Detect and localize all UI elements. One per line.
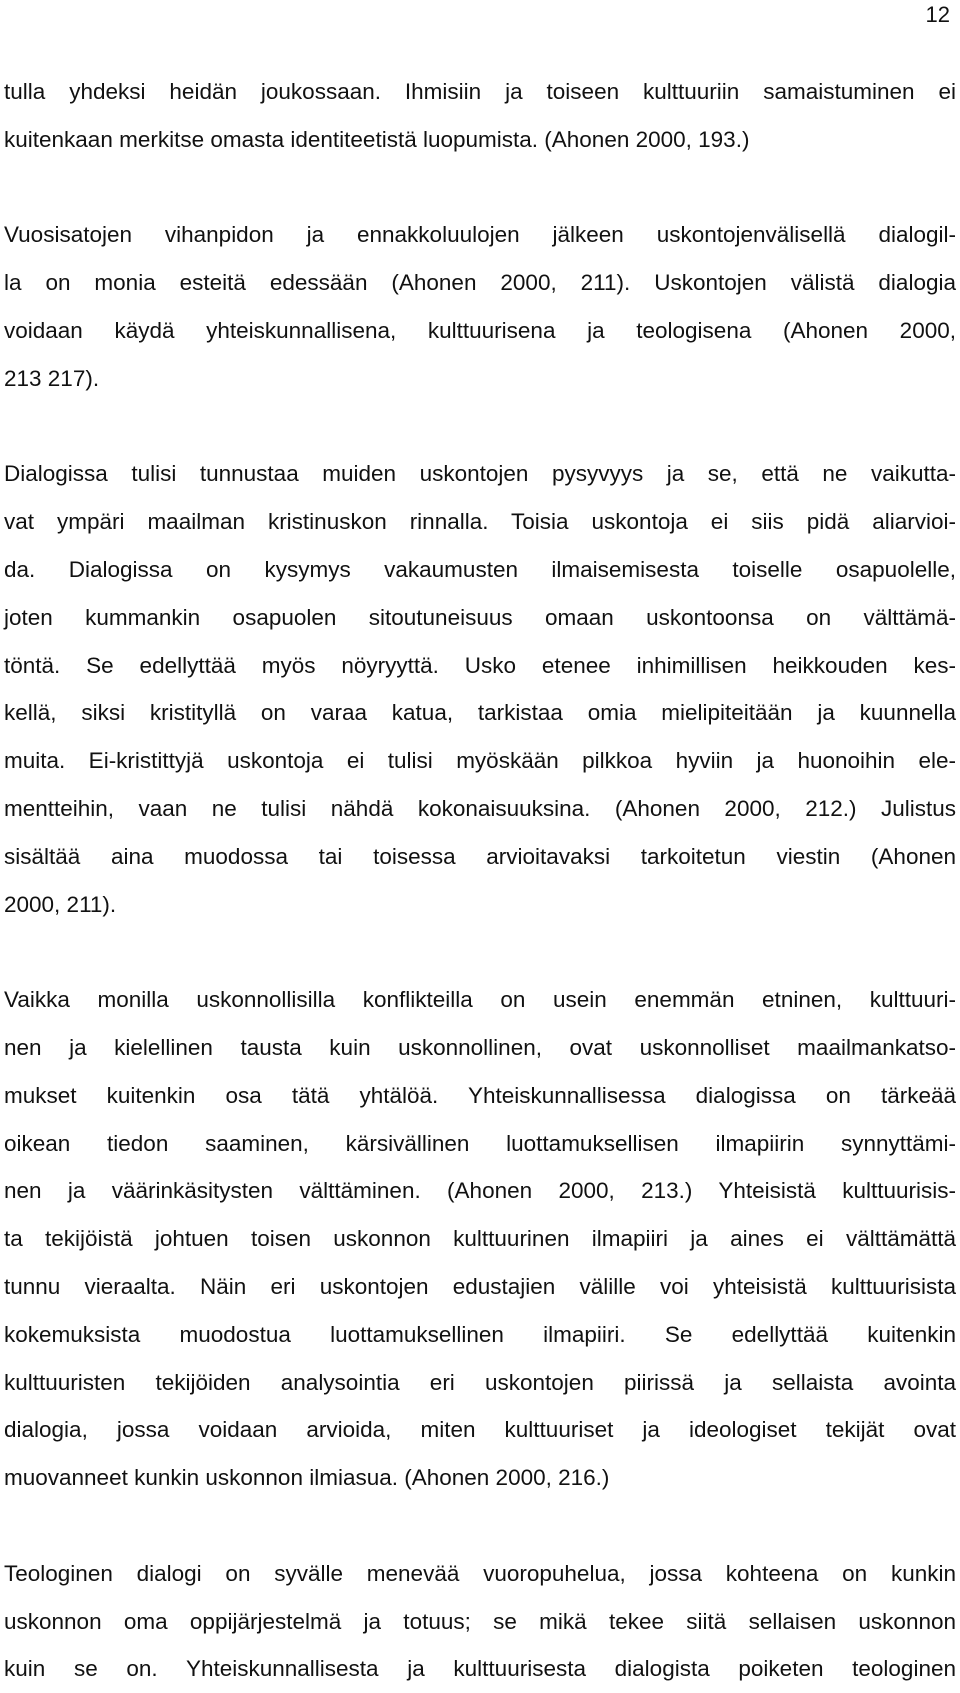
text-line: 2000, 211). (4, 891, 117, 917)
document-body (4, 68, 956, 1693)
text-line: töntä. Se edellyttää myös nöyryyttä. Usko etenee inhimillisen heikkouden kes- (4, 652, 956, 678)
text-line: voidaan käydä yhteiskunnallisena, kulttuurisena ja teologisena (Ahonen 2000, (4, 317, 956, 343)
text-line: sisältää aina muodossa tai toisessa arvioitavaksi tarkoitetun viestin (Ahonen (4, 843, 956, 869)
paragraph-gap (4, 164, 956, 212)
paragraph (4, 68, 956, 164)
text-line: mukset kuitenkin osa tätä yhtälöä. Yhteiskunnallisessa dialogissa on tärkeää (4, 1082, 956, 1108)
text-line: kuitenkaan merkitse omasta identiteetistä luopumista. (Ahonen 2000, 193.) (4, 126, 750, 152)
text-line: dialogia, jossa voidaan arvioida, miten kulttuuriset ja ideologiset tekijät ovat (4, 1417, 956, 1443)
page-number: 12 (925, 2, 950, 27)
text-line: muita. Ei-kristittyjä uskontoja ei tulisi myöskään pilkkoa hyviin ja huonoihin ele- (4, 748, 956, 774)
paragraph (4, 1550, 956, 1693)
text-line: Dialogissa tulisi tunnustaa muiden uskontojen pysyvyys ja se, että ne vaikutta- (4, 461, 956, 487)
text-line: da. Dialogissa on kysymys vakaumusten ilmaisemisesta toiselle osapuolelle, (4, 556, 956, 582)
text-line: kuin se on. Yhteiskunnallisesta ja kulttuurisesta dialogista poiketen teologinen (4, 1656, 956, 1682)
text-line: tulla yhdeksi heidän joukossaan. Ihmisiin ja toiseen kulttuuriin samaistuminen ei (4, 79, 956, 104)
text-line: tunnu vieraalta. Näin eri uskontojen edustajien välille voi yhteisistä kulttuurisista (4, 1273, 956, 1299)
paragraph (4, 211, 956, 402)
text-line: joten kummankin osapuolen sitoutuneisuus omaan uskontoonsa on välttämä- (4, 604, 956, 630)
text-line: kulttuuristen tekijöiden analysointia eri uskontojen piirissä ja sellaista avointa (4, 1369, 956, 1395)
text-line: vat ympäri maailman kristinuskon rinnalla. Toisia uskontoja ei siis pidä aliarvioi- (4, 509, 956, 535)
paragraph-gap (4, 403, 956, 451)
text-line: 213 217). (4, 365, 100, 391)
paragraph (4, 450, 956, 928)
text-line: kellä, siksi kristityllä on varaa katua, tarkistaa omia mielipiteitään ja kuunnella (4, 700, 956, 726)
text-line: Vaikka monilla uskonnollisilla konflikteilla on usein enemmän etninen, kulttuuri- (4, 987, 956, 1013)
text-line: oikean tiedon saaminen, kärsivällinen luottamuksellisen ilmapiirin synnyttämi- (4, 1130, 956, 1156)
text-line: nen ja kielellinen tausta kuin uskonnollinen, ovat uskonnolliset maailmankatso- (4, 1034, 956, 1060)
text-line: mentteihin, vaan ne tulisi nähdä kokonaisuuksina. (Ahonen 2000, 212.) Julistus (4, 795, 956, 821)
text-line: uskonnon oma oppijärjestelmä ja totuus; se mikä tekee siitä sellaisen uskonnon (4, 1608, 956, 1634)
paragraph-gap (4, 1502, 956, 1550)
text-line: ta tekijöistä johtuen toisen uskonnon kulttuurinen ilmapiiri ja aines ei välttämättä (4, 1226, 956, 1252)
text-line: muovanneet kunkin uskonnon ilmiasua. (Ahonen 2000, 216.) (4, 1465, 610, 1491)
text-line: Vuosisatojen vihanpidon ja ennakkoluulojen jälkeen uskontojenvälisellä dialogil- (4, 222, 956, 248)
paragraph-gap (4, 928, 956, 976)
text-line: nen ja väärinkäsitysten välttäminen. (Ahonen 2000, 213.) Yhteisistä kulttuurisis- (4, 1178, 956, 1204)
text-line: la on monia esteitä edessään (Ahonen 2000, 211). Uskontojen välistä dialogia (4, 270, 956, 296)
text-line: kokemuksista muodostua luottamuksellinen ilmapiiri. Se edellyttää kuitenkin (4, 1321, 956, 1347)
paragraph (4, 976, 956, 1502)
text-line: Teologinen dialogi on syvälle menevää vuoropuhelua, jossa kohteena on kunkin (4, 1560, 956, 1586)
